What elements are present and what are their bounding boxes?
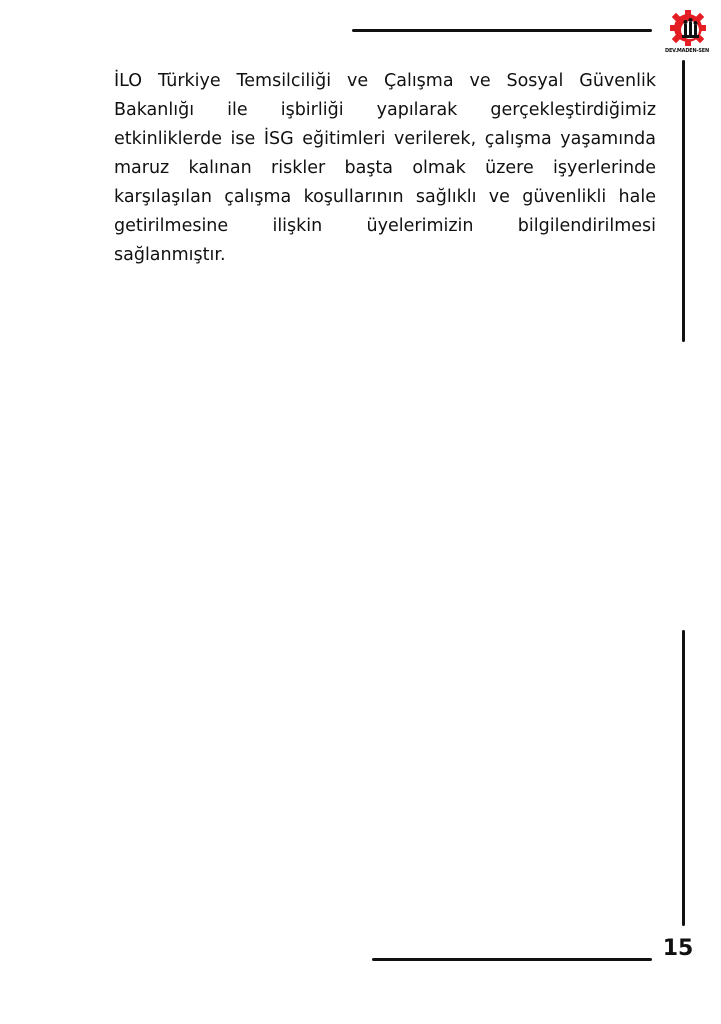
right-vertical-divider-lower bbox=[682, 630, 685, 926]
bottom-divider bbox=[372, 958, 652, 961]
body-paragraph: İLO Türkiye Temsilciliği ve Çalışma ve Sosyal Güvenlik Bakanlığı ile işbirliği yapılarak gerçekleştirdiğimiz etkinliklerde ise İSG eğitimleri verilerek, çalışma yaşamında maruz kalınan riskler başta olmak üzere işyerlerinde karşılaşılan çalışma koşullarının sağlıklı ve güvenlikli hale getirilmesine ilişkin üyelerimizin bilgilendirilmesi sağlanmıştır. bbox=[114, 71, 656, 265]
page-number: 15 bbox=[662, 936, 694, 961]
logo-caption: DEV.MADEN-SEN bbox=[665, 48, 709, 54]
right-vertical-divider-upper bbox=[682, 60, 685, 342]
gear-fist-logo-icon bbox=[664, 8, 710, 48]
union-logo bbox=[664, 8, 710, 58]
top-divider bbox=[352, 29, 652, 32]
